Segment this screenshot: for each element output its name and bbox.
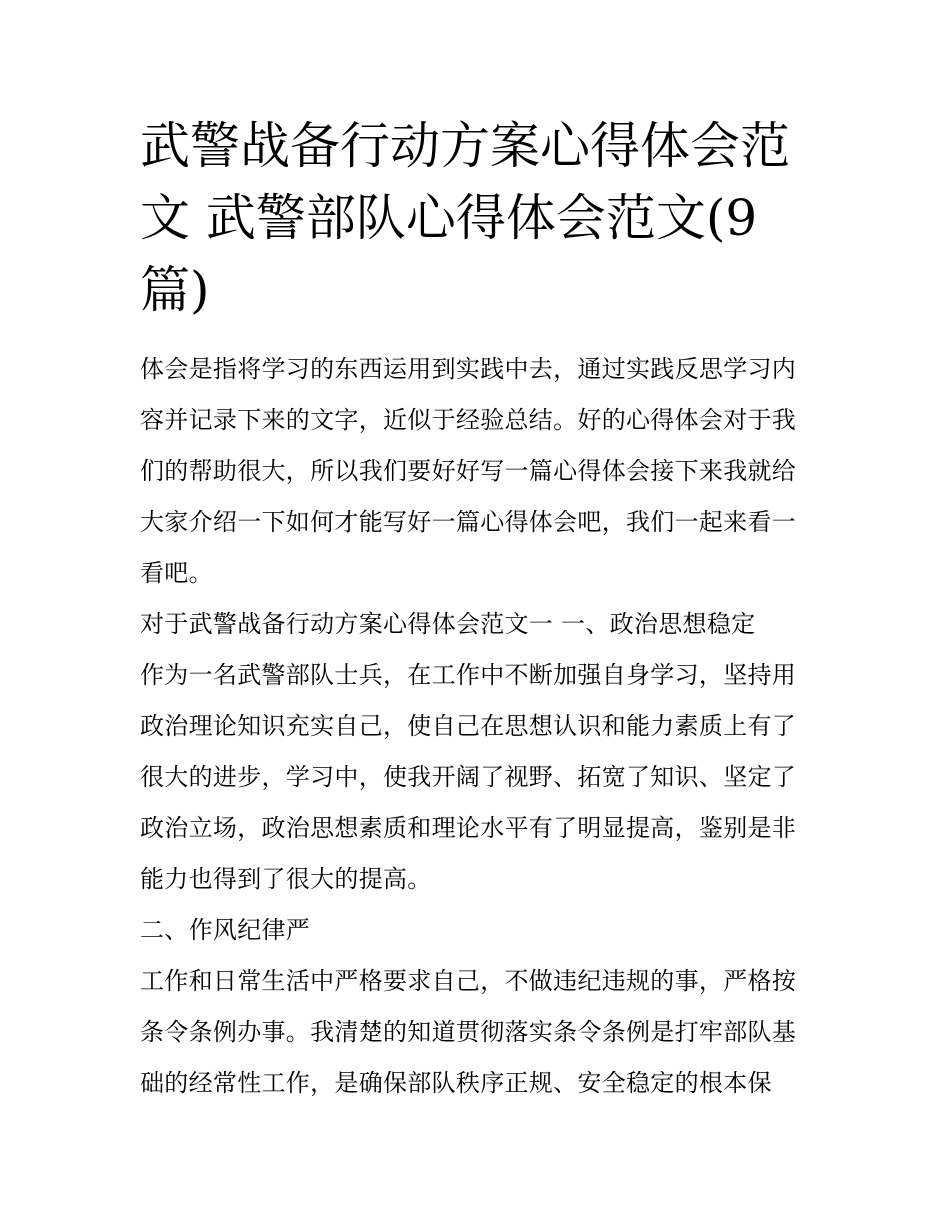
section-1-body: 作为一名武警部队士兵，在工作中不断加强自身学习，坚持用政治理论知识充实自己，使自己在思想认识和能力素质上有了很大的进步，学习中，使我开阔了视野、拓宽了知识、坚定了政治立场，政治思想素质和理论水平有了明显提高，鉴别是非能力也得到了很大的提高。 (140, 661, 797, 893)
document-title: 武警战备行动方案心得体会范文 武警部队心得体会范文(9篇) (140, 117, 790, 319)
section-2-body: 工作和日常生活中严格要求自己，不做违纪违规的事，严格按条令条例办事。我清楚的知道贯彻落实条令条例是打牢部队基础的经常性工作，是确保部队秩序正规、安全稳定的根本保 (140, 967, 797, 1097)
document-content (140, 110, 815, 1109)
intro-paragraph: 体会是指将学习的东西运用到实践中去，通过实践反思学习内容并记录下来的文字，近似于经验总结。好的心得体会对于我们的帮助很大，所以我们要好好写一篇心得体会接下来我就给大家介绍一下如何才能写好一篇心得体会吧，我们一起来看一看吧。 (140, 355, 797, 587)
section-1-heading: 对于武警战备行动方案心得体会范文一 一、政治思想稳定 (140, 610, 756, 638)
section-2-heading: 二、作风纪律严 (140, 916, 311, 944)
